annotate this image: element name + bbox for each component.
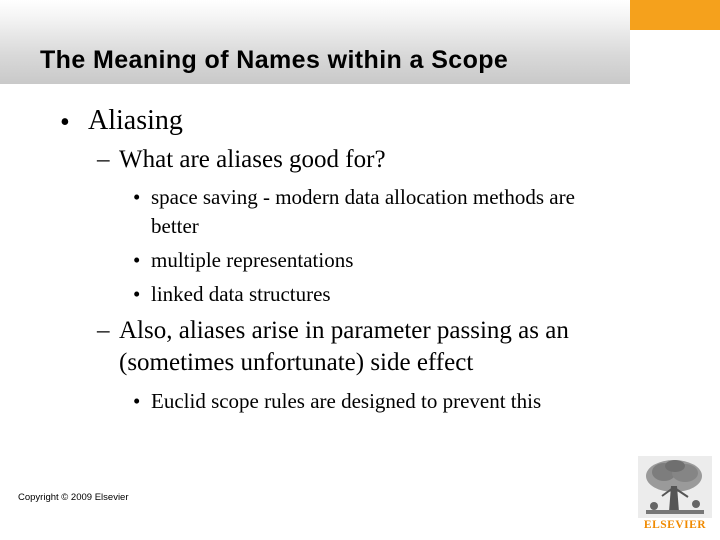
item-space-saving-line2: better	[151, 214, 199, 238]
elsevier-wordmark: ELSEVIER	[643, 519, 707, 531]
elsevier-logo	[638, 456, 712, 536]
copyright-notice: Copyright © 2009 Elsevier	[18, 492, 129, 503]
dash-marker: –	[97, 146, 110, 173]
bullet-marker: •	[60, 107, 70, 138]
dash-marker: –	[97, 317, 110, 344]
item-space-saving-line1: space saving - modern data allocation methods are	[151, 185, 575, 209]
sub-bullet-aliases-good-for: What are aliases good for?	[119, 146, 386, 173]
item-linked-data-structures: linked data structures	[151, 282, 331, 306]
item-multiple-representations: multiple representations	[151, 248, 354, 272]
bullet-aliasing: Aliasing	[88, 105, 183, 136]
bullet-marker: •	[133, 282, 141, 306]
bullet-marker: •	[133, 185, 141, 209]
elsevier-tree-logo-icon	[638, 456, 712, 518]
bullet-marker: •	[133, 248, 141, 272]
accent-bar	[630, 0, 720, 30]
bullet-marker: •	[133, 389, 141, 413]
sub-bullet-parameter-passing-line2: (sometimes unfortunate) side effect	[119, 349, 474, 376]
slide-title: The Meaning of Names within a Scope	[40, 46, 509, 74]
item-euclid-scope-rules: Euclid scope rules are designed to prevent this	[151, 389, 542, 413]
sub-bullet-parameter-passing-line1: Also, aliases arise in parameter passing as an	[119, 317, 569, 344]
